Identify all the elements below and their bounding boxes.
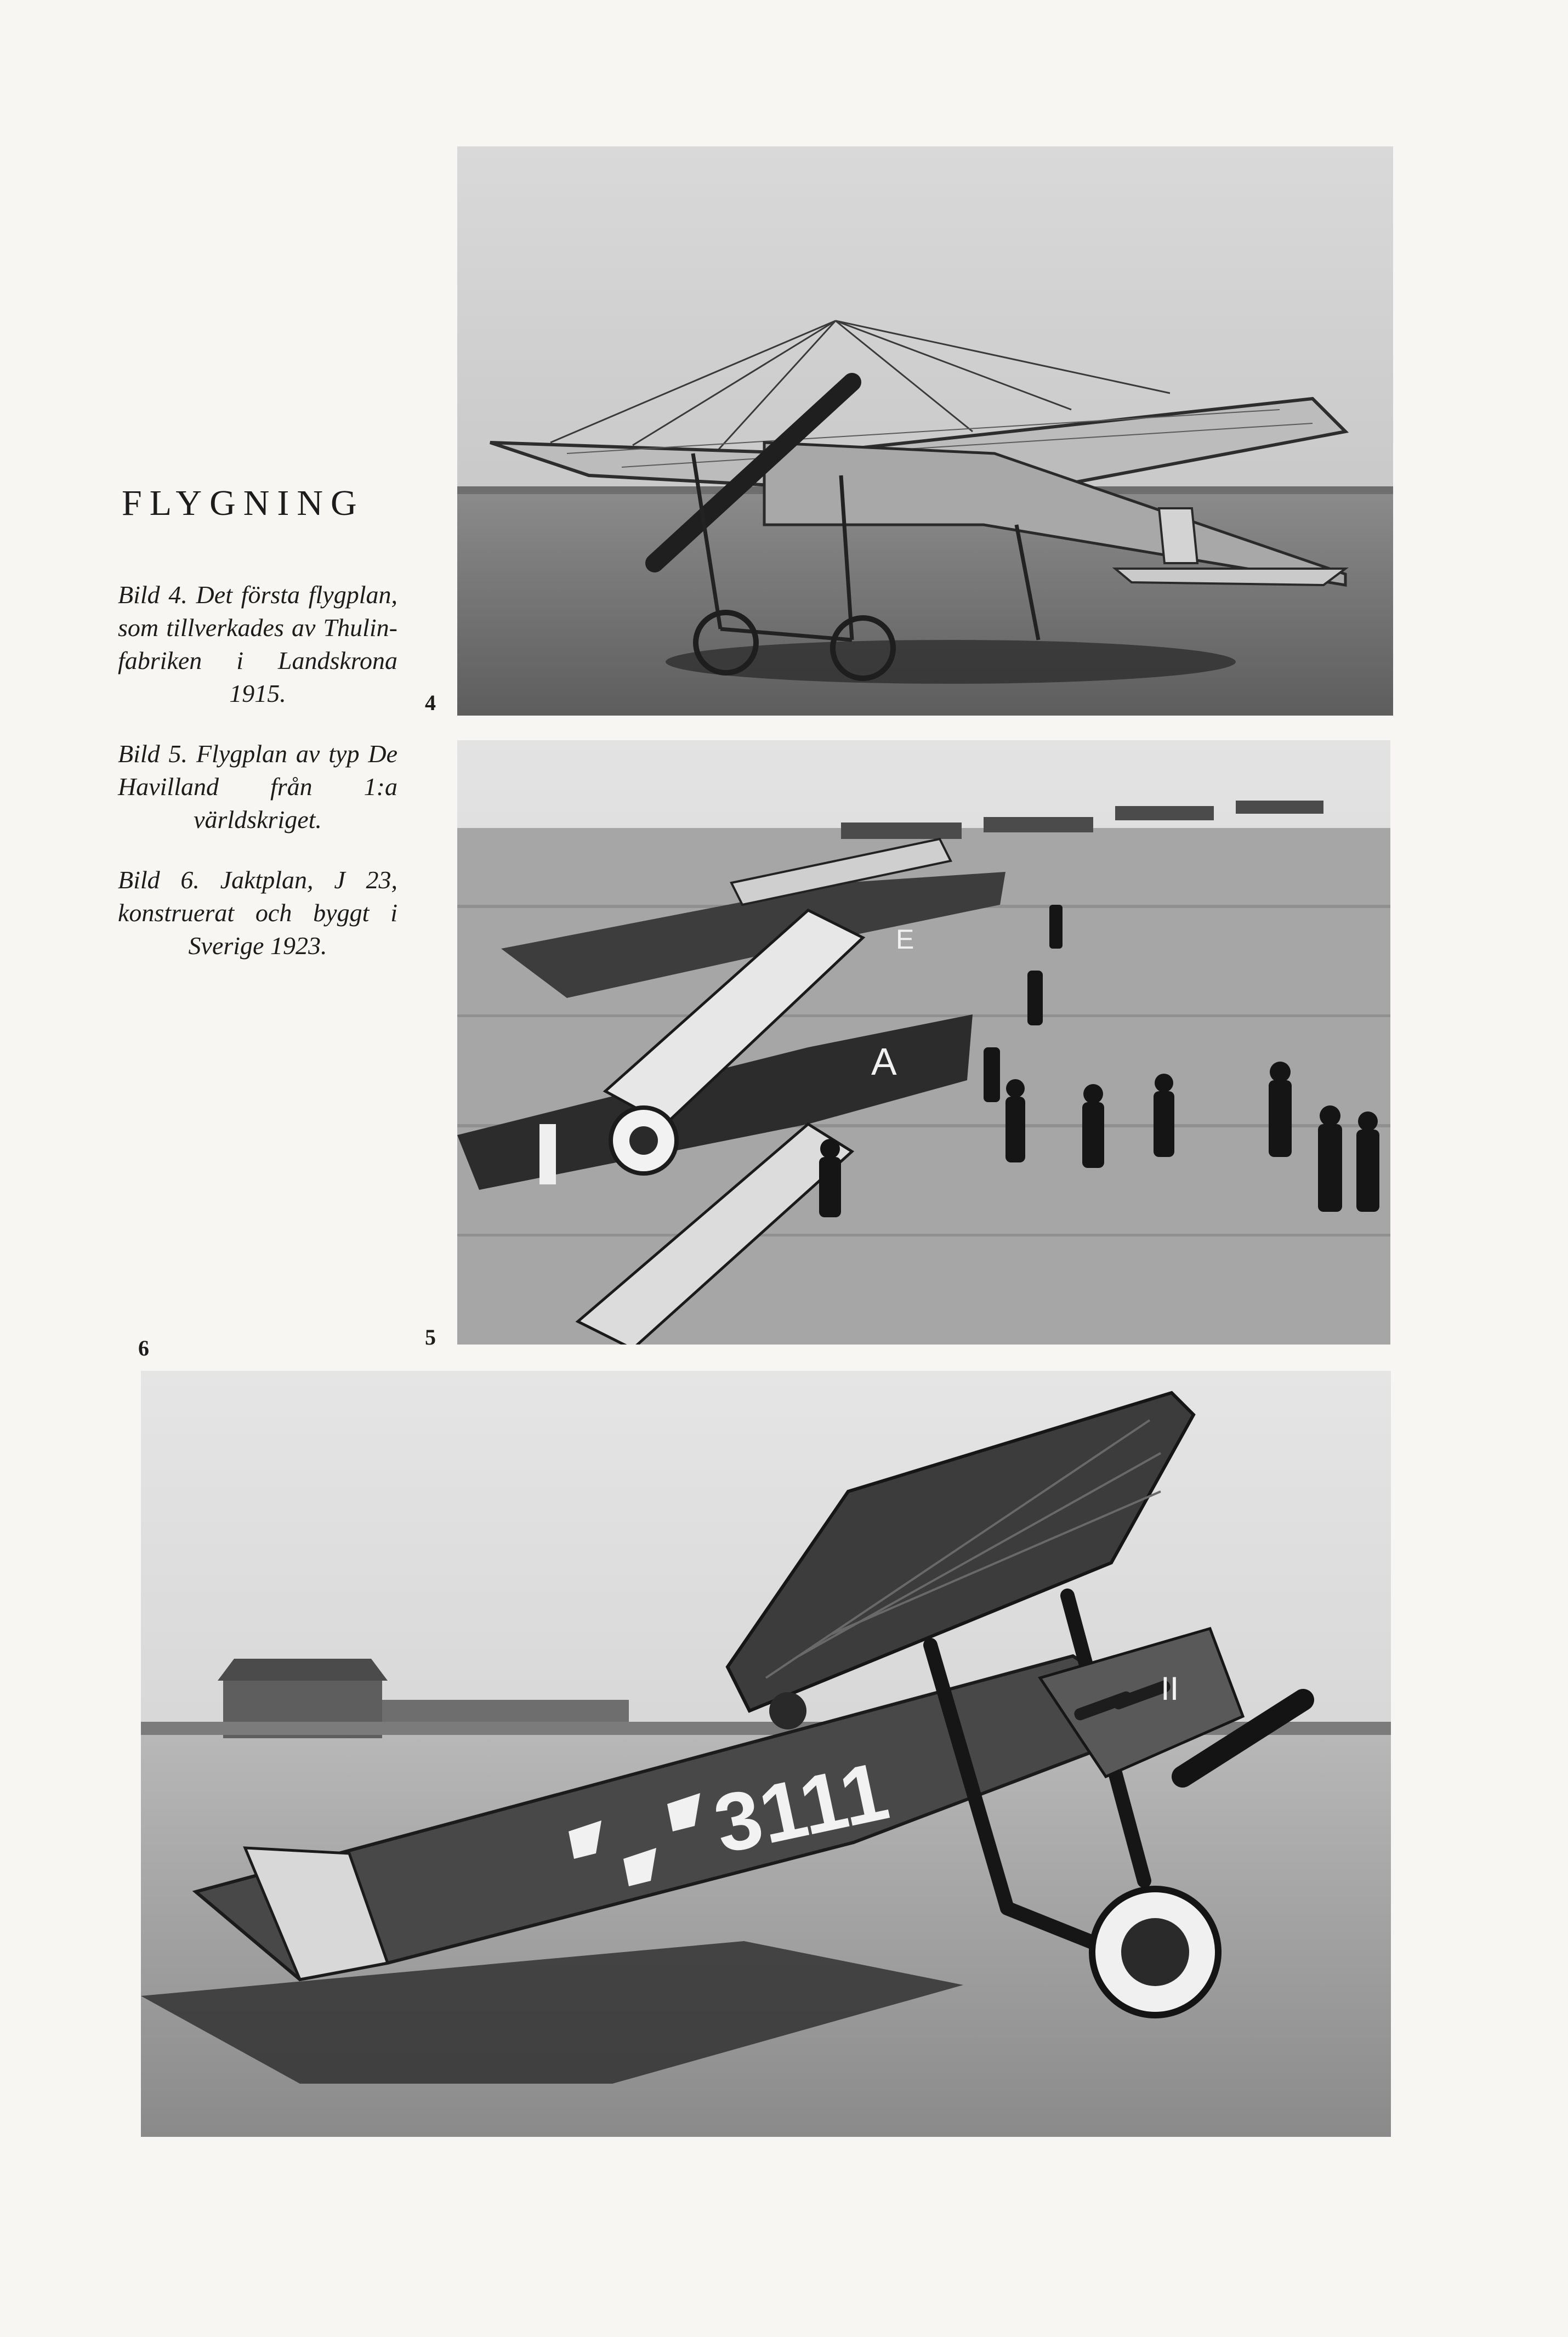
caption-figure-5: Bild 5. Flygplan av typ De Havilland från 1:a världskriget. [118,740,397,833]
figure-number-6: 6 [138,1336,149,1360]
photo-thulin-monoplane [457,146,1393,716]
caption-figure-4: Bild 4. Det första flygplan, som tillverkades av Thulin-fabriken i Landskrona 1915. [118,581,397,707]
photo-j23-fighter [141,1371,1391,2137]
photo-de-havilland-biplanes [457,740,1390,1345]
page-heading: FLYGNING [122,483,365,523]
plane-letter-e: E [896,924,914,955]
fighter-illustration [141,1371,1391,2137]
figure-number-5: 5 [425,1325,436,1349]
figure-number-4: 4 [425,690,436,715]
monoplane-illustration [457,146,1393,716]
caption-figure-6: Bild 6. Jaktplan, J 23, konstruerat och byggt i Sverige 1923. [118,866,397,960]
fuselage-number: 3111 [706,1744,896,1871]
plane-letter-a: A [871,1040,897,1083]
fin-marking: II [1161,1670,1179,1707]
biplanes-illustration [457,740,1390,1345]
